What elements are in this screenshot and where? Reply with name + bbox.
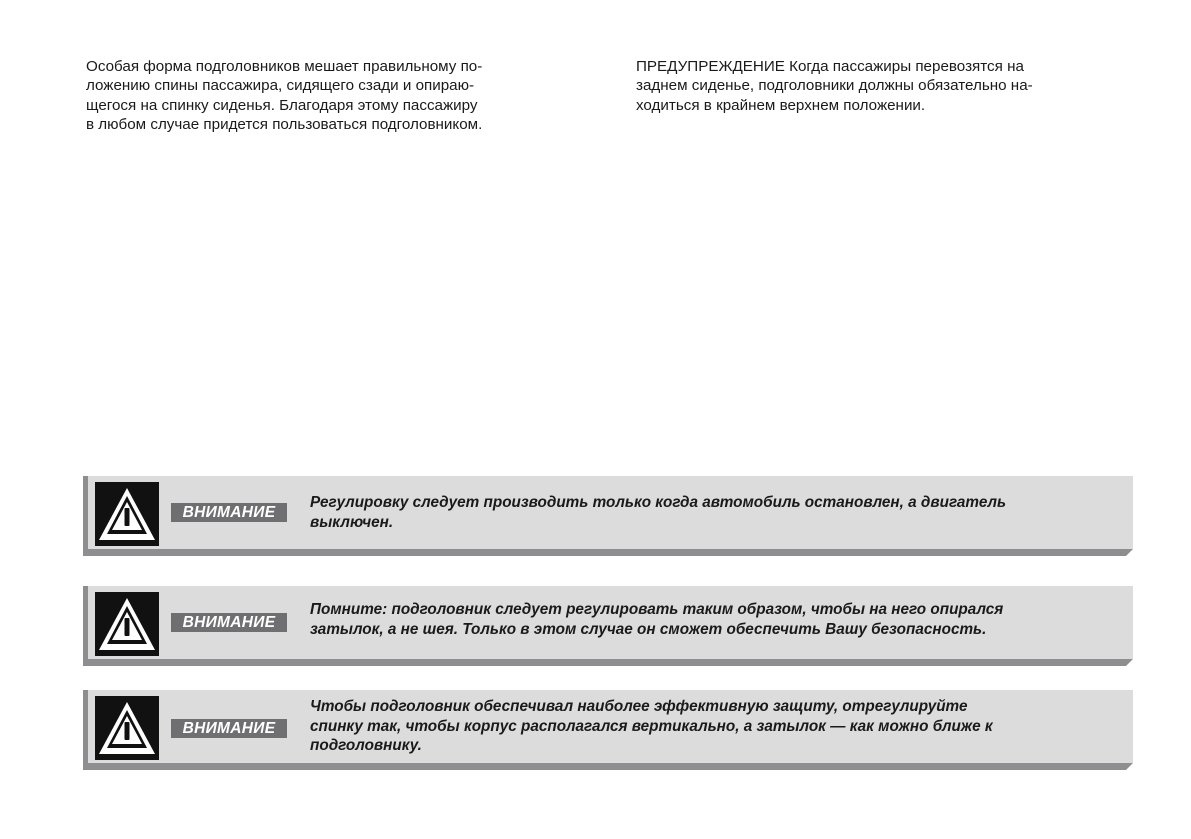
warning-triangle-icon bbox=[95, 696, 159, 760]
right-paragraph-line: ходиться в крайнем верхнем положении. bbox=[636, 96, 926, 114]
warning-label: ВНИМАНИЕ bbox=[171, 719, 287, 738]
warning-text bbox=[310, 697, 1119, 756]
left-paragraph-line: ложению спины пассажира, сидящего сзади и опираю- bbox=[86, 77, 475, 95]
left-paragraph bbox=[86, 57, 586, 134]
warning-box-2 bbox=[83, 586, 1133, 666]
right-paragraph-line: заднем сиденье, подголовники должны обязательно на- bbox=[636, 77, 1033, 95]
warning-box-shadow bbox=[83, 659, 1133, 666]
warning-text-line: Чтобы подголовник обеспечивал наиболее эффективную защиту, отрегулируйте bbox=[310, 698, 968, 715]
warning-text bbox=[310, 600, 1119, 639]
warning-box-1 bbox=[83, 476, 1133, 556]
warning-box-shadow bbox=[83, 549, 1133, 556]
warning-label: ВНИМАНИЕ bbox=[171, 503, 287, 522]
warning-text bbox=[310, 493, 1119, 532]
warning-triangle-icon bbox=[95, 482, 159, 546]
left-paragraph-line: Особая форма подголовников мешает правильному по- bbox=[86, 58, 483, 75]
warning-text-line: Помните: подголовник следует регулировать таким образом, чтобы на него опирался bbox=[310, 601, 1004, 618]
right-paragraph-warning-note bbox=[636, 57, 1116, 115]
warning-text-line: выключен. bbox=[310, 513, 394, 531]
warning-text-line: Регулировку следует производить только когда автомобиль остановлен, а двигатель bbox=[310, 494, 1007, 511]
warning-text-line: спинку так, чтобы корпус располагался вертикально, а затылок — как можно ближе к bbox=[310, 717, 993, 735]
warning-box-3 bbox=[83, 690, 1133, 770]
warning-text-line: подголовнику. bbox=[310, 737, 422, 754]
warning-triangle-icon bbox=[95, 592, 159, 656]
warning-box-shadow bbox=[83, 763, 1133, 770]
right-paragraph-line: ПРЕДУПРЕЖДЕНИЕ Когда пассажиры перевозятся на bbox=[636, 58, 1024, 75]
warning-text-line: затылок, а не шея. Только в этом случае он сможет обеспечить Вашу безопасность. bbox=[310, 620, 987, 638]
left-paragraph-line: щегося на спинку сиденья. Благодаря этому пассажиру bbox=[86, 96, 478, 114]
left-paragraph-line: в любом случае придется пользоваться подголовником. bbox=[86, 115, 483, 133]
warning-label: ВНИМАНИЕ bbox=[171, 613, 287, 632]
